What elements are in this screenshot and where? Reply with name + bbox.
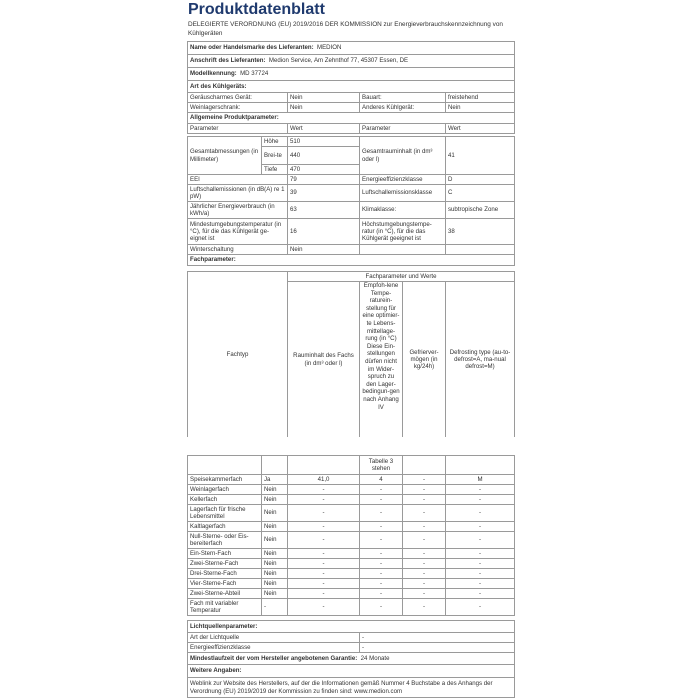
compartment-name: Fach mit variabler Temperatur [188, 599, 262, 616]
compartment-defrost: - [446, 485, 515, 495]
page-title: Produktdatenblatt [188, 1, 325, 18]
type-header: Fachtyp [188, 272, 288, 438]
build-value: freistehend [446, 93, 515, 103]
climate-label: Klimaklasse: [360, 202, 446, 219]
compartment-freeze: - [403, 495, 446, 505]
compartment-defrost: - [446, 549, 515, 559]
height-label: Höhe [262, 137, 288, 147]
winter-row [188, 245, 515, 255]
regulation-intro: DELEGIERTE VERORDNUNG (EU) 2019/2016 DER KOMMISSION zur Energieverbrauchskennzeichnung von Kühlgeräten [188, 21, 503, 37]
further-header-row [188, 665, 515, 678]
compartment-volume: - [288, 589, 360, 599]
compartment-volume: - [288, 505, 360, 522]
lower-table [187, 620, 515, 698]
compartment-temp: - [360, 569, 403, 579]
compartment-row [188, 599, 515, 616]
compartment-name: Kaltlagerfach [188, 522, 262, 532]
compartment-freeze: - [403, 579, 446, 589]
compartment-temp: - [360, 522, 403, 532]
noiseclass-label: Luftschallemissionsklasse [360, 185, 446, 202]
address-value: Medion Service, Am Zehnthof 77, 45307 Essen, DE [268, 57, 409, 65]
upper-table [187, 41, 515, 134]
energy-label: Jährlicher Energieverbrauch (in kWh/a) [188, 202, 288, 219]
other-label: Anderes Kühlgerät: [360, 103, 446, 113]
height-row [188, 137, 515, 147]
compartment-freeze: - [403, 559, 446, 569]
light-class-value: - [360, 643, 515, 653]
compartment-name: Vier-Sterne-Fach [188, 579, 262, 589]
compartment-head-table [187, 271, 515, 438]
compartment-name: Lagerfach für frische Lebensmittel [188, 505, 262, 522]
compartment-row [188, 559, 515, 569]
compartment-continuation-row [188, 456, 515, 475]
compartment-volume: - [288, 485, 360, 495]
compartment-present: - [262, 599, 288, 616]
compartment-volume: - [288, 532, 360, 549]
supplier-label: Name oder Handelsmarke des Lieferanten: [190, 44, 314, 52]
compartment-row [188, 589, 515, 599]
compartment-freeze: - [403, 505, 446, 522]
compartment-freeze: - [403, 589, 446, 599]
width-value: 440 [288, 147, 360, 165]
art-header-row [188, 81, 515, 93]
compartment-present: Nein [262, 522, 288, 532]
compartment-defrost: - [446, 559, 515, 569]
compartment-volume: - [288, 559, 360, 569]
compartment-present: Ja [262, 475, 288, 485]
volume-header: Rauminhalt des Fachs (in dm³ oder l) [288, 282, 360, 438]
value-col-1: Wert [288, 124, 360, 134]
compartment-present: Nein [262, 485, 288, 495]
eei-label: EEI [188, 175, 288, 185]
compartment-temp: - [360, 579, 403, 589]
eclass-label: Energieeffizienzklasse [360, 175, 446, 185]
temp-range-row [188, 219, 515, 245]
mintemp-value: 16 [288, 219, 360, 245]
other-value: Nein [446, 103, 515, 113]
eclass-value: D [446, 175, 515, 185]
quiet-value: Nein [288, 93, 360, 103]
compartment-row [188, 505, 515, 522]
compartment-present: Nein [262, 579, 288, 589]
weblink-row [188, 678, 515, 698]
compartment-defrost: - [446, 532, 515, 549]
winter-value: Nein [288, 245, 360, 255]
compartment-temp: - [360, 599, 403, 616]
compartment-freeze: - [403, 569, 446, 579]
volume-label: Gesamtrauminhalt (in dm³ oder l) [360, 137, 446, 175]
energy-value: 63 [288, 202, 360, 219]
compartment-temp: - [360, 589, 403, 599]
general-header: Allgemeine Produktparameter: [188, 113, 515, 124]
param-col-1: Parameter [188, 124, 288, 134]
compartment-present: Nein [262, 559, 288, 569]
warranty-value: 24 Monate [360, 654, 390, 662]
compartment-freeze: - [403, 522, 446, 532]
compartment-header: Fachparameter: [188, 255, 515, 266]
wine-value: Nein [288, 103, 360, 113]
energy-row [188, 202, 515, 219]
page-break [183, 437, 515, 455]
compartment-defrost: - [446, 495, 515, 505]
group-header-row [188, 272, 515, 282]
compartment-temp: - [360, 559, 403, 569]
light-class-row [188, 643, 515, 653]
compartment-defrost: - [446, 505, 515, 522]
compartment-name: Ein-Stern-Fach [188, 549, 262, 559]
address-label: Anschrift des Lieferanten: [190, 57, 266, 65]
compartment-volume: - [288, 522, 360, 532]
supplier-value: MEDION [317, 44, 342, 52]
eei-value: 79 [288, 175, 360, 185]
compartment-header-row [188, 255, 515, 266]
temp-header-cont: Tabelle 3 stehen [360, 456, 403, 475]
light-header-row [188, 621, 515, 633]
compartment-present: Nein [262, 589, 288, 599]
compartment-row [188, 475, 515, 485]
compartment-defrost: - [446, 522, 515, 532]
compartment-defrost: - [446, 589, 515, 599]
value-col-2: Wert [446, 124, 515, 134]
compartment-temp: - [360, 495, 403, 505]
dimensions-table [187, 136, 515, 266]
compartment-row [188, 549, 515, 559]
compartment-present: Nein [262, 505, 288, 522]
compartment-row [188, 532, 515, 549]
freeze-header: Gefrierver-mögen (in kg/24h) [403, 282, 446, 438]
noise-row [188, 185, 515, 202]
compartment-row [188, 485, 515, 495]
temp-header: Empfoh-lene Tempe-raturein-stellung für eine optimier-te Lebens-mittellage-rung (in °C) Diese Ein-stellungen dürfen nicht im Wider-spruch zu den Lager-bedingun-gen nach Anhang IV [360, 282, 403, 438]
compartment-volume: - [288, 569, 360, 579]
compartment-defrost: M [446, 475, 515, 485]
compartment-volume: 41,0 [288, 475, 360, 485]
compartment-present: Nein [262, 549, 288, 559]
climate-value: subtropische Zone [446, 202, 515, 219]
light-type-label: Art der Lichtquelle [188, 633, 360, 643]
compartment-name: Null-Sterne- oder Eis-bereiterfach [188, 532, 262, 549]
art-row-1 [188, 93, 515, 103]
eei-row [188, 175, 515, 185]
model-label: Modellkennung: [190, 70, 237, 78]
light-type-value: - [360, 633, 515, 643]
further-header: Weitere Angaben: [188, 665, 515, 678]
compartment-present: Nein [262, 495, 288, 505]
compartment-volume: - [288, 599, 360, 616]
dims-label: Gesamtabmessungen (in Millimeter) [188, 137, 262, 175]
depth-label: Tiefe [262, 165, 288, 175]
volume-value: 41 [446, 137, 515, 175]
winter-label: Winterschaltung [188, 245, 288, 255]
light-type-row [188, 633, 515, 643]
compartment-volume: - [288, 549, 360, 559]
art-header: Art des Kühlgeräts: [188, 81, 515, 93]
compartment-name: Drei-Sterne-Fach [188, 569, 262, 579]
compartment-name: Zwei-Sterne-Abteil [188, 589, 262, 599]
compartment-defrost: - [446, 579, 515, 589]
depth-value: 470 [288, 165, 360, 175]
compartment-freeze: - [403, 475, 446, 485]
compartment-name: Weinlagerfach [188, 485, 262, 495]
address-row [188, 55, 515, 68]
group-header: Fachparameter und Werte [288, 272, 515, 282]
warranty-label: Mindestlaufzeit der vom Hersteller angebotenen Garantie: [190, 654, 358, 662]
general-header-row [188, 113, 515, 124]
compartment-name: Kellerfach [188, 495, 262, 505]
warranty-row [188, 653, 515, 665]
compartment-row [188, 495, 515, 505]
noise-label: Luftschallemissionen (in dB(A) re 1 pW) [188, 185, 288, 202]
compartment-temp: - [360, 485, 403, 495]
defrost-header: Defrosting type (au-to-defrost=A, ma-nual defrost=M) [446, 282, 515, 438]
build-label: Bauart: [360, 93, 446, 103]
weblink-text: Weblink zur Website des Herstellers, auf der die Informationen gemäß Nummer 4 Buchstabe a des Anhangs der Verordnung (EU) 2019/2019 der Kommission zu finden sind: www.medion.com [188, 678, 515, 698]
compartment-name: Speisekammerfach [188, 475, 262, 485]
model-value: MD 37724 [240, 70, 269, 78]
noiseclass-value: C [446, 185, 515, 202]
compartment-volume: - [288, 495, 360, 505]
compartment-temp: - [360, 505, 403, 522]
compartment-freeze: - [403, 599, 446, 616]
light-header: Lichtquellenparameter: [188, 621, 515, 633]
compartment-freeze: - [403, 485, 446, 495]
compartment-defrost: - [446, 569, 515, 579]
compartment-temp: 4 [360, 475, 403, 485]
mintemp-label: Mindestumgebungstemperatur (in °C), für die das Kühlgerät ge-eignet ist [188, 219, 288, 245]
noise-value: 39 [288, 185, 360, 202]
model-row [188, 68, 515, 81]
product-data-sheet [183, 0, 515, 700]
compartment-row [188, 579, 515, 589]
compartment-temp: - [360, 532, 403, 549]
compartment-present: Nein [262, 569, 288, 579]
compartment-row [188, 569, 515, 579]
compartment-volume: - [288, 579, 360, 589]
compartment-defrost: - [446, 599, 515, 616]
compartment-freeze: - [403, 549, 446, 559]
compartment-temp: - [360, 549, 403, 559]
wine-label: Weinlagerschrank: [188, 103, 288, 113]
height-value: 510 [288, 137, 360, 147]
maxtemp-value: 38 [446, 219, 515, 245]
param-header-row [188, 124, 515, 134]
width-label: Brei-te [262, 147, 288, 165]
compartment-name: Zwei-Sterne-Fach [188, 559, 262, 569]
compartment-freeze: - [403, 532, 446, 549]
art-row-2 [188, 103, 515, 113]
param-col-2: Parameter [360, 124, 446, 134]
compartment-present: Nein [262, 532, 288, 549]
light-class-label: Energieeffizienzklasse [188, 643, 360, 653]
compartment-table [187, 455, 515, 616]
compartment-row [188, 522, 515, 532]
supplier-row [188, 42, 515, 55]
maxtemp-label: Höchstumgebungstempe-ratur (in °C), für die das Kühlgerät geeignet ist [360, 219, 446, 245]
quiet-label: Geräuscharmes Gerät: [188, 93, 288, 103]
